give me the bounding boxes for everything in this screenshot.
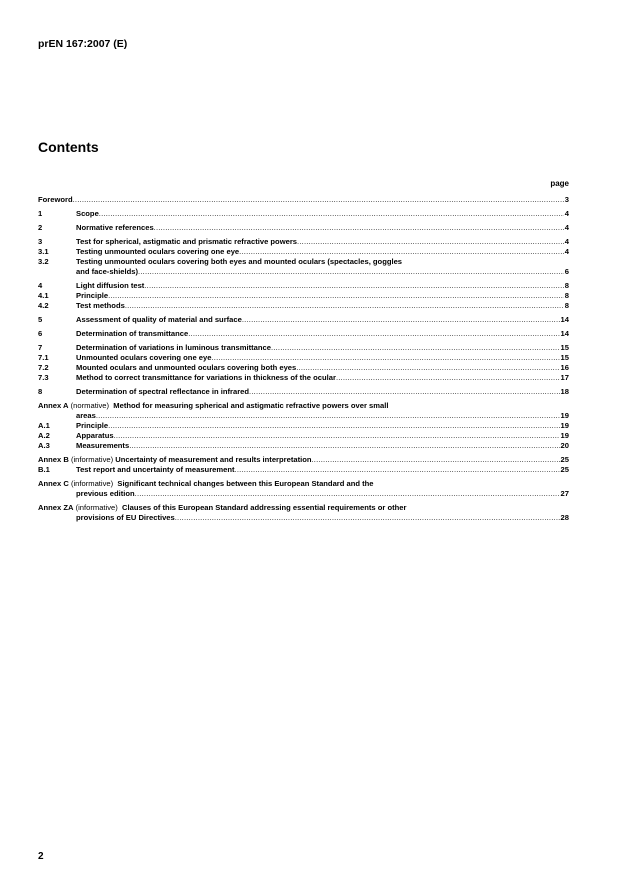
toc-entry-number: 7.3 <box>38 373 49 382</box>
toc-entry[interactable] <box>38 329 569 339</box>
toc-annex-entry[interactable] <box>38 503 569 523</box>
annex-heading <box>38 479 374 489</box>
toc-entry-title: Principle <box>76 291 109 300</box>
toc-entry-line <box>38 441 569 451</box>
annex-heading <box>38 455 115 465</box>
table-of-contents <box>38 195 569 523</box>
toc-entry-number: A.2 <box>38 431 50 440</box>
toc-entry-line <box>38 421 569 431</box>
toc-entry-number: 3.1 <box>38 247 49 256</box>
toc-page-number: 27 <box>560 489 569 498</box>
toc-entry-line <box>38 353 569 363</box>
annex-kind: (normative) <box>70 401 110 410</box>
toc-dot-leader <box>135 489 560 499</box>
toc-leader-line <box>76 237 569 247</box>
toc-entry-title: Scope <box>76 209 99 218</box>
toc-entry-line <box>38 387 569 397</box>
toc-entry-line <box>38 281 569 291</box>
toc-entry[interactable] <box>38 387 569 397</box>
toc-leader-line <box>76 343 569 353</box>
toc-entry-number: 4.1 <box>38 291 49 300</box>
toc-dot-leader <box>235 465 560 475</box>
toc-entry[interactable] <box>38 465 569 475</box>
annex-kind: (informative) <box>70 479 114 488</box>
toc-entry-number: 5 <box>38 315 43 324</box>
toc-page-number: 16 <box>560 363 569 372</box>
toc-entry-line <box>38 363 569 373</box>
toc-entry-title: Determination of transmittance <box>76 329 189 338</box>
toc-entry[interactable] <box>38 291 569 301</box>
toc-entry-line <box>38 209 569 219</box>
toc-dot-leader <box>154 223 564 233</box>
toc-annex-line <box>38 479 569 489</box>
toc-annex-entry[interactable] <box>38 455 569 465</box>
toc-page-number: 8 <box>564 291 569 300</box>
toc-dot-leader <box>271 343 560 353</box>
toc-entry-number: A.1 <box>38 421 50 430</box>
toc-page-number: 25 <box>560 465 569 474</box>
toc-entry[interactable] <box>38 209 569 219</box>
toc-entry-line <box>38 343 569 353</box>
toc-entry-number: 3.2 <box>38 257 49 266</box>
toc-entry-line <box>38 329 569 339</box>
toc-entry-title: Light diffusion test <box>76 281 145 290</box>
toc-entry-continuation <box>38 267 569 277</box>
toc-entry-title: Significant technical changes between this European Standard and the <box>117 479 374 488</box>
toc-entry[interactable] <box>38 301 569 311</box>
annex-heading <box>38 503 406 513</box>
toc-entry-title: Determination of variations in luminous transmittance <box>76 343 271 352</box>
toc-leader-line <box>38 195 569 205</box>
toc-entry-title: Mounted oculars and unmounted oculars covering both eyes <box>76 363 297 372</box>
toc-entry-line <box>38 257 569 267</box>
toc-entry[interactable] <box>38 353 569 363</box>
page-column-label: page <box>550 179 569 188</box>
toc-entry-title: and face-shields) <box>76 267 139 276</box>
toc-entry-title: Uncertainty of measurement and results interpretation <box>115 455 312 464</box>
toc-entry-line <box>38 195 569 205</box>
toc-entry[interactable] <box>38 247 569 257</box>
toc-leader-line <box>76 223 569 233</box>
toc-entry[interactable] <box>38 363 569 373</box>
toc-dot-leader <box>311 455 559 465</box>
toc-dot-leader <box>249 387 560 397</box>
toc-entry-line <box>38 315 569 325</box>
toc-entry-title: Unmounted oculars covering one eye <box>76 353 212 362</box>
toc-entry-title: Normative references <box>76 223 154 232</box>
toc-leader-line <box>76 441 569 451</box>
toc-entry[interactable] <box>38 237 569 247</box>
toc-entry-line <box>38 431 569 441</box>
toc-entry-title: Assessment of quality of material and surface <box>76 315 242 324</box>
toc-entry[interactable] <box>38 421 569 431</box>
toc-page-number: 28 <box>560 513 569 522</box>
toc-entry-title: Determination of spectral reflectance in infrared <box>76 387 250 396</box>
toc-dot-leader <box>125 301 564 311</box>
toc-page-number: 15 <box>560 343 569 352</box>
toc-entry-title: previous edition <box>76 489 135 498</box>
toc-dot-leader <box>239 247 564 257</box>
page-title: Contents <box>38 139 99 155</box>
toc-leader-line <box>76 209 569 219</box>
toc-entry-number: 7.1 <box>38 353 49 362</box>
toc-entry-title: Foreword <box>38 195 73 204</box>
toc-leader-line <box>76 387 569 397</box>
toc-leader-line <box>76 489 569 499</box>
toc-entry[interactable] <box>38 223 569 233</box>
toc-leader-line <box>76 301 569 311</box>
toc-leader-line <box>76 247 569 257</box>
toc-page-number: 6 <box>564 267 569 276</box>
toc-annex-entry[interactable] <box>38 401 569 421</box>
toc-entry-line <box>38 237 569 247</box>
toc-entry-number: A.3 <box>38 441 50 450</box>
toc-dot-leader <box>108 291 564 301</box>
toc-dot-leader <box>242 315 560 325</box>
toc-page-number: 20 <box>560 441 569 450</box>
toc-entry-title: Method for measuring spherical and astigmatic refractive powers over small <box>113 401 389 410</box>
toc-entry-title: Testing unmounted oculars covering both eyes and mounted oculars (spectacles, goggles <box>76 257 403 266</box>
toc-dot-leader <box>129 441 559 451</box>
toc-page-number: 19 <box>560 421 569 430</box>
toc-dot-leader <box>297 237 564 247</box>
toc-entry-title: Testing unmounted oculars covering one eye <box>76 247 240 256</box>
toc-entry-title: Clauses of this European Standard addressing essential requirements or other <box>122 503 407 512</box>
toc-leader-line <box>76 411 569 421</box>
toc-leader-line <box>76 363 569 373</box>
toc-entry-line <box>38 291 569 301</box>
toc-entry-number: B.1 <box>38 465 50 474</box>
toc-dot-leader <box>99 209 564 219</box>
toc-entry-number: 7 <box>38 343 43 352</box>
toc-page-number: 4 <box>564 247 569 256</box>
toc-page-number: 19 <box>560 431 569 440</box>
toc-leader-line <box>76 373 569 383</box>
toc-entry-number: 2 <box>38 223 43 232</box>
page-number: 2 <box>38 851 44 862</box>
toc-dot-leader <box>175 513 560 523</box>
toc-entry[interactable] <box>38 315 569 325</box>
toc-annex-line <box>38 401 569 411</box>
toc-page-number: 4 <box>564 209 569 218</box>
toc-annex-line <box>38 503 569 513</box>
toc-entry-number: 4 <box>38 281 43 290</box>
document-id: prEN 167:2007 (E) <box>38 38 128 50</box>
toc-dot-leader <box>114 431 560 441</box>
toc-entry-continuation <box>38 411 569 421</box>
toc-leader-line <box>76 329 569 339</box>
toc-entry[interactable] <box>38 431 569 441</box>
toc-page-number: 19 <box>560 411 569 420</box>
toc-entry-title: areas <box>76 411 96 420</box>
toc-entry[interactable] <box>38 343 569 353</box>
toc-page-number: 14 <box>560 315 569 324</box>
toc-entry-title: Method to correct transmittance for variations in thickness of the ocular <box>76 373 336 382</box>
toc-entry-line <box>38 247 569 257</box>
toc-page-number: 18 <box>560 387 569 396</box>
toc-leader-line <box>76 465 569 475</box>
toc-entry[interactable] <box>38 281 569 291</box>
toc-entry[interactable] <box>38 195 569 205</box>
toc-leader-line <box>115 455 569 465</box>
toc-entry-line <box>38 373 569 383</box>
toc-page-number: 15 <box>560 353 569 362</box>
toc-entry-number: 6 <box>38 329 43 338</box>
annex-label: Annex C <box>38 479 69 488</box>
toc-dot-leader <box>336 373 560 383</box>
annex-label: Annex A <box>38 401 69 410</box>
annex-kind: (informative) <box>70 455 114 464</box>
toc-page-number: 4 <box>564 223 569 232</box>
toc-page-number: 25 <box>560 455 569 464</box>
toc-entry-line <box>38 301 569 311</box>
toc-entry-continuation <box>38 489 569 499</box>
toc-annex-line <box>38 455 569 465</box>
toc-page-number: 8 <box>564 301 569 310</box>
toc-dot-leader <box>96 411 560 421</box>
toc-dot-leader <box>144 281 563 291</box>
toc-page-number: 3 <box>564 195 569 204</box>
toc-leader-line <box>76 513 569 523</box>
annex-label: Annex ZA <box>38 503 74 512</box>
toc-dot-leader <box>296 363 559 373</box>
toc-leader-line <box>76 291 569 301</box>
toc-page-number: 4 <box>564 237 569 246</box>
toc-entry-number: 8 <box>38 387 43 396</box>
toc-entry-title: Test report and uncertainty of measurement <box>76 465 235 474</box>
toc-page-number: 17 <box>560 373 569 382</box>
toc-entry[interactable] <box>38 441 569 451</box>
toc-entry-title: Test methods <box>76 301 125 310</box>
toc-entry-number: 4.2 <box>38 301 49 310</box>
toc-entry-title: Test for spherical, astigmatic and prismatic refractive powers <box>76 237 298 246</box>
toc-entry-title: Apparatus <box>76 431 114 440</box>
toc-entry-number: 1 <box>38 209 43 218</box>
toc-dot-leader <box>188 329 559 339</box>
annex-label: Annex B <box>38 455 69 464</box>
toc-page-number: 8 <box>564 281 569 290</box>
annex-kind: (informative) <box>75 503 118 512</box>
toc-dot-leader <box>211 353 559 363</box>
toc-dot-leader <box>73 195 564 205</box>
toc-entry-continuation <box>38 513 569 523</box>
toc-entry-number: 7.2 <box>38 363 49 372</box>
toc-leader-line <box>76 281 569 291</box>
toc-page-number: 14 <box>560 329 569 338</box>
toc-annex-entry[interactable] <box>38 479 569 499</box>
toc-dot-leader <box>108 421 559 431</box>
toc-entry-line <box>38 465 569 475</box>
toc-leader-line <box>76 431 569 441</box>
toc-entry-title: Principle <box>76 421 109 430</box>
annex-heading <box>38 401 388 411</box>
toc-entry-title: Measurements <box>76 441 130 450</box>
toc-leader-line <box>76 353 569 363</box>
toc-leader-line <box>76 267 569 277</box>
toc-dot-leader <box>138 267 564 277</box>
toc-entry-title: provisions of EU Directives <box>76 513 175 522</box>
toc-entry[interactable] <box>38 257 569 277</box>
toc-leader-line <box>76 421 569 431</box>
toc-leader-line <box>76 315 569 325</box>
toc-entry-number: 3 <box>38 237 43 246</box>
toc-entry-line <box>38 223 569 233</box>
toc-entry[interactable] <box>38 373 569 383</box>
